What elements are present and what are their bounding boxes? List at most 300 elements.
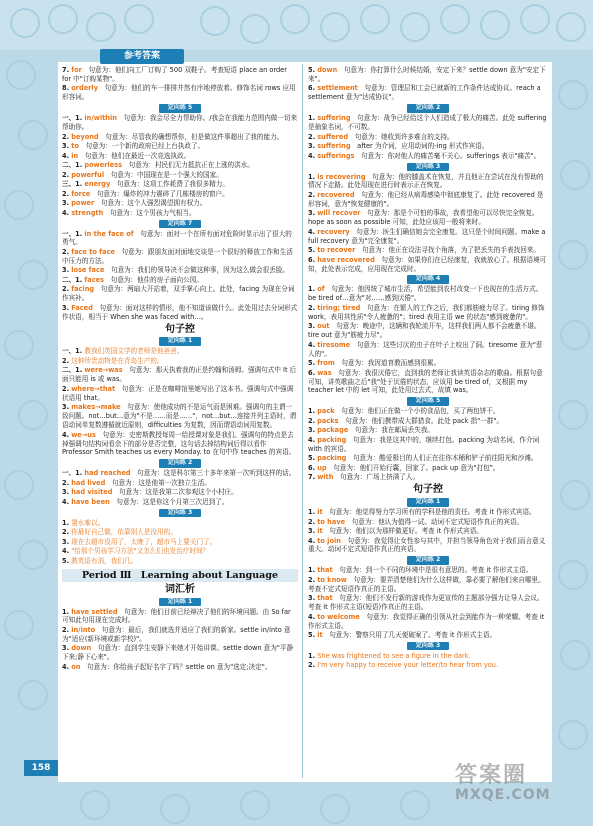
answer-word: to [71, 142, 79, 151]
item-number: 2. [62, 170, 70, 179]
explanation-text: 句意为：村民们无力抵抗正在上涨的洪水。 [128, 161, 254, 170]
answer-item [308, 66, 548, 84]
explanation-text: 句意为：我很厌倦它，直到我的老师让我读英语杂志的歌曲。根据句意可知，讲英歌曲之后"我"处于厌倦的状态，应该用 be tired of，又根据 my teacher let 中的 let 可知，此处用过去式，故填 was。 [308, 368, 543, 395]
explanation-text: 句意为：他们目前已经辩决了他们的环境问题。由 So far 可知此句用现在完成时。 [62, 607, 291, 625]
answer-word: in [71, 151, 79, 160]
exercise-badge: 定向练 5 [159, 104, 201, 113]
item-number: 5. [308, 66, 316, 74]
explanation-text: 句意为：他正在设法寻找个角落，为了把丢失的手表找回来。 [361, 246, 540, 255]
explanation-text: 句意为：他们携带成大群猎食。此处 pack 指"一群"。 [345, 416, 503, 425]
answer-word: from [317, 359, 335, 368]
item-number: 3. [308, 322, 316, 331]
watermark-bottom: MXQE.COM [455, 787, 551, 803]
answer-item [62, 276, 298, 285]
answer-word: tiresome [317, 340, 351, 349]
item-number: 一、1. [62, 347, 83, 356]
page-number: 158 [24, 760, 58, 776]
answer-word: beyond [71, 132, 99, 141]
item-number: 3. [62, 266, 70, 275]
decorative-circle-icon [240, 14, 270, 44]
right-column [308, 66, 548, 671]
item-number: 4. [308, 612, 316, 621]
answer-item [308, 228, 548, 246]
explanation-text: after 为介词，应用动词的-ing 形式作宾语。 [357, 142, 489, 151]
translation-text: 你最好自己做，依靠别人是没用的。 [71, 528, 177, 537]
explanation-text: 句意为：这些讨厌的虫子在叶子上咬出了洞。tiresome 意为"惹人的"。 [308, 340, 543, 358]
decorative-circle-icon [560, 160, 590, 190]
answer-item [308, 322, 548, 340]
item-number: 2. [62, 132, 70, 141]
answer-word: recovery [317, 227, 350, 236]
item-number: 5. [308, 454, 316, 463]
answer-item [308, 613, 548, 631]
answer-word: suffering [317, 142, 351, 151]
explanation-text: 句意为：直到学生安静下来她才开始讲课。settle down 意为"平静下来;静下心来"。 [62, 644, 294, 662]
explanation-text: 句意为：面对一个在所有面对危险时显示出了很大的勇气。 [62, 229, 292, 247]
exercise-badge-row [308, 103, 548, 113]
answer-item [308, 246, 548, 255]
explanation-text: 句意为：我觉得正确的引领从社会到能作为一种荣耀。考查 it 作形式主语。 [308, 612, 545, 630]
answer-item [62, 248, 298, 266]
answer-item [62, 199, 298, 208]
item-number: 2. [62, 356, 70, 365]
exercise-badge: 定向练 2 [159, 459, 201, 468]
answer-word: pack [317, 407, 335, 416]
item-number: 2. [62, 189, 70, 198]
answer-item [308, 285, 548, 303]
decorative-circle-icon [6, 60, 36, 90]
explanation-text: 句意为：这是你这个月第三次迟到了。 [116, 497, 229, 506]
answer-item [62, 366, 298, 384]
item-number: 2. [62, 285, 70, 294]
answer-word: packing [317, 435, 347, 444]
explanation-text: 句意为：他觉得努力学习所有的学科是他的责任。考查 it 作形式宾语。 [329, 508, 536, 517]
answer-item [308, 209, 548, 227]
explanation-text: 句意为：他因统了城市生活，希望能到农村改变一下也现在的生活方式。be tired of…意为"对……感到厌倦"。 [308, 285, 543, 303]
answer-item [308, 84, 548, 102]
exercise-badge-row [62, 103, 298, 113]
watermark-logo [455, 758, 587, 818]
answer-word: makes→make [71, 403, 121, 412]
answer-item [62, 152, 298, 161]
explanation-text: 句意为：如果你们在已经康复，我就放心了。根据语境可知，此处表示完成，应用现在完成时。 [308, 255, 547, 273]
answer-word: energy [84, 180, 111, 189]
item-number: 2. [62, 625, 70, 634]
answer-item [308, 508, 548, 517]
answer-item [62, 84, 298, 102]
answer-word: in/within [84, 114, 117, 123]
answer-word: lose face [71, 266, 105, 275]
column-divider [302, 64, 303, 778]
explanation-text: 句意为：他已经从病毒感染中彻底康复了。此处 recovered 是形容词，意为"恢复健康的"。 [308, 190, 544, 208]
exercise-badge-row [308, 396, 548, 406]
translation-text: 现在去超市没用了，太晚了，超市马上要关门了。 [71, 537, 217, 546]
explanation-text: 句意为：你给孩子起好名字了吗？settle on 意为"选定;决定"。 [87, 662, 272, 671]
watermark-top: 答案圈 [455, 763, 528, 788]
decorative-circle-icon [124, 4, 154, 34]
answer-word: up [317, 463, 327, 472]
exercise-badge: 定向练 5 [407, 397, 449, 406]
explanation-text: 句意为：面对这样的情形，他不知道该做什么。此处用过去分词形式作状语，相当于 When she was faced with…。 [62, 303, 298, 321]
explanation-text: 句意为：你对他人的痛苦毫不关心。sufferings 表示"痛苦"。 [361, 151, 541, 160]
answer-word: settlement [317, 84, 358, 93]
item-number: 6. [308, 84, 316, 93]
item-number: 3. [62, 303, 70, 312]
answer-word: to join [317, 536, 341, 545]
answer-item [62, 180, 298, 189]
translation-text: 这种珍贵动物是在青岛生产的。 [71, 356, 164, 365]
answer-item [62, 347, 298, 356]
decorative-circle-icon [18, 120, 48, 150]
explanation-text: 句意为：我们的领导决不会做这种事，因为这么做会很丢脸。 [110, 266, 290, 275]
decorative-circle-icon [400, 12, 430, 42]
answer-item [62, 66, 298, 84]
answer-item [308, 426, 548, 435]
explanation-text: 句意为：一个新的政府已经上台执政了。 [85, 142, 205, 151]
answer-word: suffered [317, 132, 349, 141]
answer-word: Faced [71, 303, 93, 312]
decorative-circle-icon [560, 320, 590, 350]
exercise-badge: 定向练 1 [159, 337, 201, 346]
answer-word: face to face [71, 247, 115, 256]
explanation-text: 句意为：这是我第二次参观这个小村庄。 [119, 488, 238, 497]
item-number: 1. [308, 508, 316, 517]
answer-item [308, 407, 548, 416]
header-tab: 参考答案 [100, 49, 184, 64]
explanation-text: 句意为：他们不发行新的游戏作为更宣传的主题部分强力让导人会议。考查 it 作形式主语(短语)作真正的主语。 [308, 594, 544, 612]
explanation-text: 句意为：他们正在做一个小的食品包，买了两包饼干。 [341, 407, 500, 416]
explanation-text: 句意为：他们的车一排排井然有序地停放着。修饰名词 rows 应用形容词。 [62, 84, 296, 102]
answer-item [308, 576, 548, 594]
answer-word: with [317, 473, 334, 482]
explanation-text: 句意为：跟朋友面对面地交谈是一个很好的释放工作和生活中压力的方法。 [62, 247, 293, 265]
decorative-circle-icon [558, 560, 588, 590]
decorative-circle-icon [86, 12, 116, 42]
item-number: 1. [308, 407, 316, 416]
section-title: 句子控 [413, 484, 443, 496]
item-number: 4. [62, 497, 70, 506]
item-number: 2. [62, 384, 70, 393]
answer-item [308, 594, 548, 612]
translation-text: She was frightened to see a figure in the dark. [317, 651, 471, 660]
exercise-badge-row [308, 274, 548, 284]
translation-text: 置水难以。 [71, 518, 105, 527]
explanation-text: 句意为：这项工作耗费了我很多精力。 [116, 180, 229, 189]
decorative-circle-icon [4, 610, 34, 640]
explanation-text: 句意为：要弄清楚他们为什么这样做，靠必要了解他们来自哪里。考查不定式短语作真正的主语。 [308, 575, 545, 593]
answer-item [308, 436, 548, 454]
answer-item [62, 479, 298, 488]
answer-item [62, 142, 298, 151]
item-number: 4. [308, 227, 316, 236]
answer-word: out [317, 322, 330, 331]
exercise-badge: 定向练 3 [159, 509, 201, 518]
decorative-circle-icon [4, 330, 34, 360]
answer-word: have settled [71, 607, 118, 616]
exercise-badge: 定向练 7 [159, 220, 201, 229]
answer-word: had lived [71, 478, 106, 487]
answer-item [308, 369, 548, 396]
exercise-badge: 定向练 3 [407, 642, 449, 651]
answer-item [308, 173, 548, 191]
decorative-circle-icon [520, 4, 550, 34]
item-number: 二、1. [62, 275, 83, 284]
answer-item [62, 663, 298, 672]
explanation-text: 句意为：正是在咖啡馆里她写出了这本书。强调句式中强调状语用 that。 [62, 384, 294, 402]
answer-item [308, 518, 548, 527]
answer-item [62, 488, 298, 497]
answer-word: we→us [71, 430, 96, 439]
answer-item [308, 527, 548, 536]
item-number: 5. [308, 631, 316, 640]
answer-item [308, 142, 548, 151]
explanation-text: 句意为：到一个不同的环境中是很有意思的。考查 it 作形式主语。 [339, 566, 533, 575]
item-number: 3. [308, 209, 316, 218]
exercise-badge: 定向练 4 [407, 275, 449, 284]
decorative-circle-icon [10, 8, 40, 38]
explanation-text: 句意为：他认为值得一试。动词不定式短语作真正的宾语。 [351, 517, 524, 526]
answer-word: on [71, 662, 81, 671]
item-number: 1. [308, 651, 316, 660]
answer-item [62, 557, 298, 566]
item-number: 2. [62, 247, 70, 256]
decorative-circle-icon [320, 12, 350, 42]
explanation-text: 句意为：她收到许多难言的支持。 [354, 132, 454, 141]
answer-word: strength [71, 208, 104, 217]
answer-item [62, 608, 298, 626]
item-number: 1. [308, 566, 316, 575]
explanation-text: 句意为：那天执着我的正是约翰和汤姆。强调句式中 It 后面只能用 is 或 was。 [62, 366, 297, 384]
explanation-text: 句意为：在繁人的工作之后，我们都筋疲力尽了。tiring 修饰 work，表用其性质"令人疲惫的"；tired 表用主语 we 的状态"感到疲惫的"。 [308, 303, 545, 321]
answer-item [62, 547, 298, 556]
decorative-circle-icon [440, 4, 470, 34]
item-number: 三、1. [62, 180, 83, 189]
answer-item [308, 133, 548, 142]
answer-word: had reached [84, 469, 131, 478]
exercise-badge-row [308, 641, 548, 651]
explanation-text: 句意为：警察只用了几天便破案了。考查 it 作形式主语。 [329, 631, 497, 640]
item-number: 一、1. [62, 229, 83, 238]
item-number: 3. [62, 142, 70, 151]
answer-item [62, 230, 298, 248]
decorative-circle-icon [280, 4, 310, 34]
answer-word: it [317, 527, 323, 536]
decorative-circle-icon [480, 10, 510, 40]
answer-item [308, 661, 548, 670]
explanation-text: 句意为：爆炸的冲力震碎了几栋楼房的窗户。 [96, 189, 229, 198]
exercise-badge: 定向练 2 [407, 556, 449, 565]
decorative-circle-icon [4, 470, 34, 500]
answer-item [308, 152, 548, 161]
item-number: 1. [308, 172, 316, 181]
exercise-badge-row [308, 497, 548, 507]
answer-word: power [71, 199, 95, 208]
answer-item [308, 417, 548, 426]
answer-item [308, 359, 548, 368]
answer-item [62, 403, 298, 430]
item-number: 4. [308, 536, 316, 545]
answer-item [62, 285, 298, 303]
item-number: 7. [308, 473, 316, 482]
explanation-text: 句意为：你打算什么时候结婚，安定下来？settle down 意为"安定下来"。 [308, 66, 546, 83]
item-number: 5. [308, 359, 316, 368]
item-number: 6. [308, 368, 316, 377]
item-number: 3. [62, 403, 70, 412]
answer-item [62, 304, 298, 322]
decorative-circle-icon [360, 4, 390, 34]
explanation-text: 句意为：史密斯教授每周一给授课对象是我们。强调句的特点是去掉强调句结构词看余下的部分是否完整，这句话去掉结构词后得以看作 Professor Smith teaches us every Monday. to 在句中作 teaches 的宾语。 [62, 430, 296, 457]
decorative-circle-icon [560, 480, 590, 510]
answer-item [62, 133, 298, 142]
answer-item [62, 209, 298, 218]
decorative-circle-icon [18, 540, 48, 570]
exercise-badge-row [308, 162, 548, 172]
decorative-circle-icon [200, 6, 230, 36]
answer-item [308, 191, 548, 209]
item-number: 4. [308, 340, 316, 349]
item-number: 2. [62, 528, 70, 537]
exercise-badge: 定向练 2 [407, 104, 449, 113]
answer-word: package [317, 426, 349, 435]
explanation-text: 句意为：他们向工厂订购了 500 双鞋子。考查短语 place an order for 中"订购某物"。 [62, 66, 287, 83]
answer-item [62, 519, 298, 528]
exercise-badge: 定向练 3 [407, 163, 449, 172]
explanation-text: 句意为：这是他第一次独立生活。 [111, 478, 211, 487]
explanation-text: 句意为：战争已经给这个人们造成了极大的痛苦。此处 suffering 是抽象名词，不可数。 [308, 114, 547, 132]
explanation-text: 句意为：这个人强烈渴望拥有权力。 [100, 199, 207, 208]
item-number: 3. [62, 644, 70, 653]
answer-item [62, 114, 298, 132]
answer-item [308, 473, 548, 482]
explanation-text: 句意为：使他成功的不是运气而是困难。强调句的主谓一致问题。not…but…意为"不是……而是……"，not…but…连接并列主语时，谓语动词单复数遵循就近原则，difficulties 为复数，因而谓语动词用复数。 [62, 403, 297, 430]
translation-text: 教我们英国文学的老师是他爸爸。 [84, 347, 184, 356]
answer-item [62, 644, 298, 662]
explanation-text: 句意为：我会尽全力帮助你。/我会在我能力范围内做一切来帮助你。 [62, 114, 298, 132]
exercise-badge: 定向练 1 [407, 498, 449, 507]
answer-word: down [317, 66, 338, 74]
decorative-circle-icon [558, 720, 588, 750]
explanation-text: 句意为：酷爱极目的人们正在往你木桶和铲子前往阳光和沙滩。 [352, 454, 538, 463]
answer-item [308, 631, 548, 640]
decorative-circle-icon [18, 680, 48, 710]
explanation-text: 句意为：广场上挤满了人。 [340, 473, 420, 482]
answer-item [62, 528, 298, 537]
exercise-badge-row [308, 555, 548, 565]
exercise-badge-row [62, 508, 298, 518]
answer-word: had visited [71, 488, 113, 497]
item-number: 6. [308, 463, 316, 472]
answer-item [308, 114, 548, 132]
answer-word: sufferings [317, 151, 355, 160]
item-number: 3. [308, 594, 316, 603]
explanation-text: 句意为：我因道育教而感到很累。 [341, 359, 441, 368]
answer-word: to have [317, 517, 346, 526]
answer-word: in the face of [84, 229, 134, 238]
answer-word: orderly [71, 84, 98, 93]
answer-word: down [71, 644, 92, 653]
answer-word: faces [84, 275, 105, 284]
explanation-text: 句意为：他的膝盖术在恢复，并且他正在尝试在没有帮助的情况下走路。此处用现在进行时表示正在恢复。 [308, 172, 544, 190]
answer-word: suffering [317, 114, 351, 123]
answer-item [308, 537, 548, 555]
answer-word: powerless [84, 161, 123, 170]
item-number: 2. [308, 303, 316, 312]
decorative-circle-icon [400, 790, 430, 820]
decorative-circle-icon [560, 640, 590, 670]
item-number: 3. [62, 488, 70, 497]
decorative-circle-icon [18, 400, 48, 430]
item-number: 二、1. [62, 161, 83, 170]
answer-word: will recover [317, 209, 361, 218]
explanation-text: 句意为：他们开始行囊，回家了。pack up 意为"打包"。 [333, 463, 500, 472]
explanation-text: 句意为：他们以为那样做更好。考查 it 作形式宾语。 [329, 527, 483, 536]
answer-word: force [71, 189, 91, 198]
item-number: 3. [308, 142, 316, 151]
explanation-text: 句意为：我是这其中的，继续打包。packing 为动名词，作介词 with 的宾语。 [308, 435, 540, 453]
item-number: 3. [62, 537, 70, 546]
answer-word: of [317, 285, 325, 294]
answer-word: for [71, 66, 82, 74]
item-number: 6. [308, 255, 316, 264]
item-number: 3. [62, 199, 70, 208]
answer-word: is recovering [317, 172, 366, 181]
decorative-circle-icon [48, 4, 78, 34]
answer-word: have been [71, 497, 110, 506]
answer-item [308, 464, 548, 473]
item-number: 4. [62, 430, 70, 439]
item-number: 4. [62, 151, 70, 160]
decorative-circle-icon [240, 790, 270, 820]
exercise-badge: 定向练 1 [159, 598, 201, 607]
answer-item [308, 652, 548, 661]
translation-text: 教英语有消，我们几。 [71, 556, 138, 565]
answer-word: to welcome [317, 612, 360, 621]
answer-word: that [317, 594, 333, 603]
exercise-badge-row [62, 219, 298, 229]
explanation-text: 句意为：这个男孩力气相当。 [109, 208, 196, 217]
item-number: 2. [308, 132, 316, 141]
item-number: 2. [308, 661, 316, 670]
explanation-text: 句意为：我在邮局丢失我。 [354, 426, 435, 435]
decorative-circle-icon [18, 260, 48, 290]
explanation-text: 句意为：那是个可怕的事故，我希望他可以尽快完全恢复。hope as soon as possible 可知，此处应该用一般将来时。 [308, 209, 539, 227]
item-number: 3. [308, 527, 316, 536]
exercise-badge-row [62, 597, 298, 607]
answer-item [62, 538, 298, 547]
explanation-text: 句意为：他们在最近一次竞选执政。 [84, 151, 191, 160]
section-title: 句子控 [165, 323, 195, 335]
period-heading: Period Ⅲ Learning about Language [62, 569, 298, 582]
item-number: 4. [62, 208, 70, 217]
answer-item [62, 171, 298, 180]
translation-text: "给那个男孩学习方法"又怎么们也发治疗时间？ [71, 547, 210, 556]
answer-word: in/into [71, 625, 96, 634]
section-title: 词汇析 [165, 583, 195, 595]
answer-item [308, 304, 548, 322]
answer-item [308, 256, 548, 274]
answer-word: tiring; tired [317, 303, 361, 312]
item-number: 4. [62, 662, 70, 671]
answer-item [62, 469, 298, 478]
decorative-circle-icon [160, 794, 190, 824]
item-number: 4. [62, 547, 70, 556]
item-number: 4. [308, 151, 316, 160]
exercise-badge-row [62, 458, 298, 468]
item-number: 1. [308, 285, 316, 294]
item-number: 二、1. [62, 366, 83, 375]
explanation-text: 句意为：他住的房子面向公园。 [110, 275, 203, 284]
answer-item [62, 431, 298, 458]
